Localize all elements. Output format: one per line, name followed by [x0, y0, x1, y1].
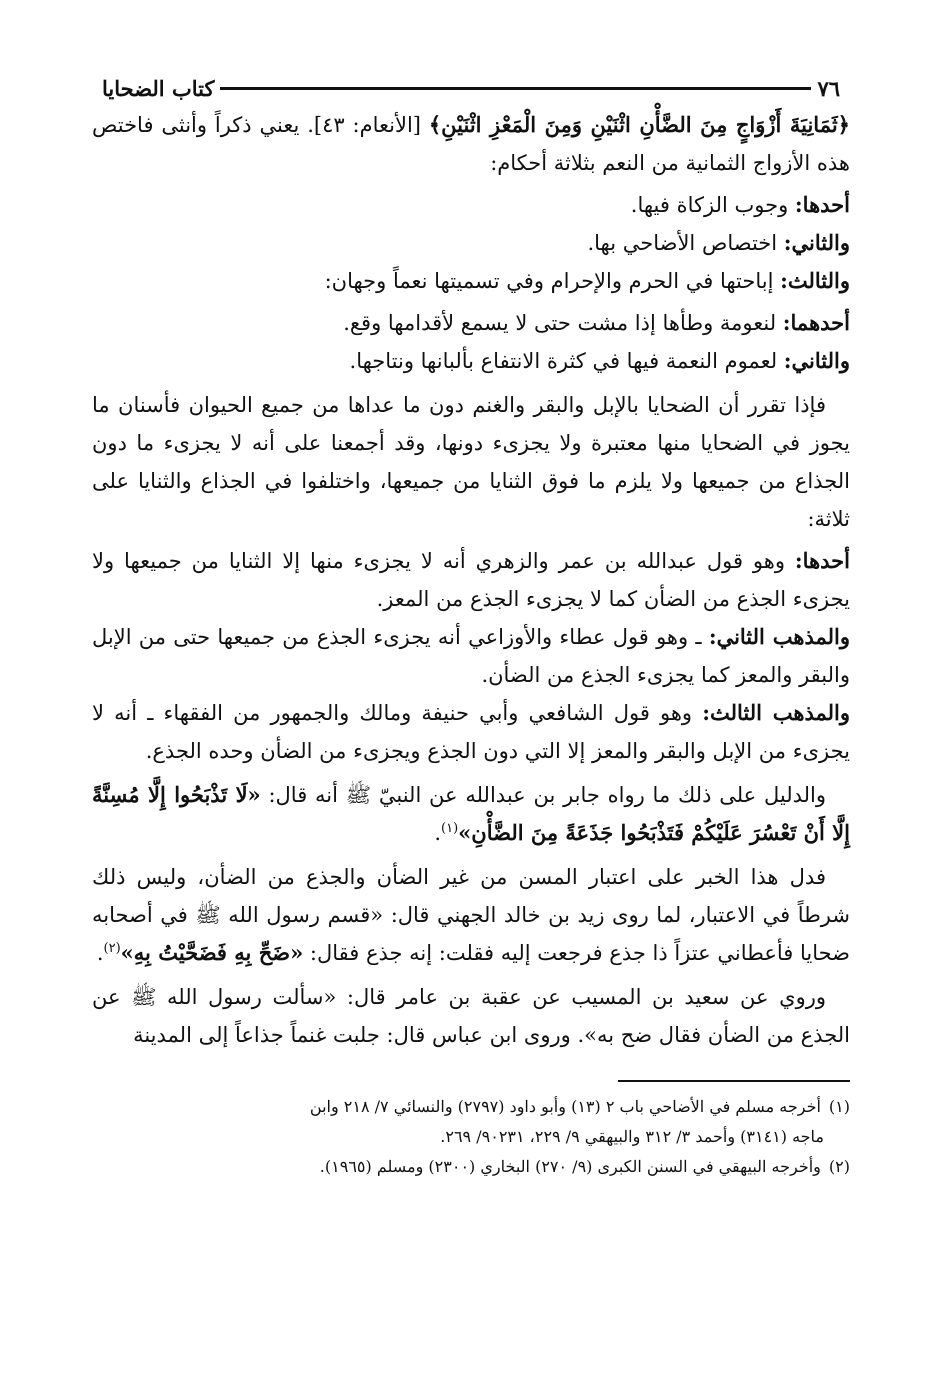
- naming-list: [92, 304, 850, 380]
- footnote-text: وأخرجه البيهقي في السنن الكبرى (٩/ ٢٧٠) البخاري (٢٣٠٠) ومسلم (١٩٦٥).: [319, 1157, 821, 1176]
- ruling-text: اختصاص الأضاحي بها.: [587, 231, 784, 255]
- hadith-quote: «ضَحِّ بِهِ فَضَحَّيْتُ بِهِ»: [120, 940, 304, 965]
- madhhab-label: أحدها:: [794, 548, 850, 573]
- madhhab-label: والمذهب الثالث:: [702, 700, 850, 725]
- hadith-quote: «لَا تَذْبَحُوا إِلَّا مُسِنَّةً إِلَّا أَنْ تَعْسُرَ عَلَيْكُمْ فَتَذْبَحُوا جَذَعَةً مِنَ الضَّأْنِ»: [92, 782, 850, 845]
- ruling-label: والثاني:: [783, 230, 850, 255]
- page-number: ٧٦: [817, 75, 840, 101]
- evidence-text: والدليل على ذلك ما رواه جابر بن عبدالله عن النبيّ ﷺ أنه قال:: [260, 783, 827, 807]
- madhhab-item: [92, 694, 850, 770]
- proof-paragraph: [92, 858, 850, 972]
- header-rule: [220, 87, 811, 90]
- madhhab-item: [92, 618, 850, 694]
- ruling-item: [92, 186, 850, 224]
- naming-item: [92, 342, 850, 380]
- intro-continuation: فاختص هذه الأزواج الثمانية من النعم بثلاثة أحكام:: [92, 113, 850, 175]
- sentence-end: .: [96, 941, 104, 965]
- madhhab-text: وهو قول عبدالله بن عمر والزهري أنه لا يجزىء منها إلا الثنايا من جميعها ولا يجزىء الجذع من الضأن كما لا يجزىء الجذع من المعز.: [92, 549, 850, 611]
- naming-label: أحدهما:: [782, 310, 850, 335]
- ruling-text: إباحتها في الحرم والإحرام وفي تسميتها نعماً وجهان:: [324, 269, 781, 293]
- main-text: [92, 106, 850, 1054]
- madhhab-text: وهو قول الشافعي وأبي حنيفة ومالك والجمهور من الفقهاء ـ أنه لا يجزىء من الإبل والبقر والمعز إلا التي دون الجذع ويجزىء من الضأن وحده الجذع.: [92, 701, 850, 763]
- footnote-continuation: ماجه (٣١٤١) وأحمد ٣/ ٣١٢ والبيهقي ٩/ ٢٢٩، ٩٠٢٣١/ ٢٦٩.: [440, 1127, 824, 1146]
- ruling-label: والثالث:: [780, 268, 850, 293]
- naming-text: لعموم النعمة فيها في كثرة الانتفاع بألبانها ونتاجها.: [349, 349, 784, 373]
- naming-item: [92, 304, 850, 342]
- footnote-item: [92, 1092, 850, 1122]
- footnote-separator: [618, 1080, 850, 1082]
- footnote-number: (١): [828, 1097, 850, 1116]
- madhhab-item: [92, 542, 850, 618]
- proof-text: فدل هذا الخبر على اعتبار المسن من غير الضأن والجذع من الضأن، وليس ذلك شرطاً في الاعتبار، لما روى زيد بن خالد الجهني قال: «قسم رسول الله ﷺ في أصحابه ضحايا فأعطاني عتزاً ذا جذع فرجعت إليه فقلت: إنه جذع فقال:: [92, 865, 850, 965]
- rulings-list: [92, 186, 850, 300]
- footnote-ref: (١): [441, 821, 459, 836]
- madhhab-text: ـ وهو قول عطاء والأوزاعي أنه يجزىء الجذع من جميعها حتى من الإبل والبقر والمعز كما يجزىء الجذع من الضأن.: [92, 625, 850, 687]
- footnote-text: أخرجه مسلم في الأضاحي باب ٢ (١٣) وأبو داود (٢٧٩٧) والنسائي ٧/ ٢١٨ وابن: [309, 1097, 821, 1116]
- verse-reference: [الأنعام: ٤٣]. يعني ذكراً وأنثى: [161, 113, 429, 137]
- ruling-text: وجوب الزكاة فيها.: [630, 193, 795, 217]
- madhhab-list: [92, 542, 850, 770]
- footnote-ref: (٢): [103, 941, 121, 956]
- ages-paragraph: فإذا تقرر أن الضحايا بالإبل والبقر والغنم دون ما عداها من جميع الحيوان فأسنان ما يجوز في الضحايا منها معتبرة ولا يجزىء دونها، وقد أجمعنا على أنه لا يجزىء ما دون الجذاع من جميعها ولا يلزم ما فوق الثنايا من جميعها، واختلفوا في الجذاع والثنايا على ثلاثة:: [92, 393, 850, 531]
- ruling-item: [92, 262, 850, 300]
- intro-paragraph: [92, 106, 850, 182]
- footnote-number: (٢): [828, 1157, 850, 1176]
- ruling-label: أحدها:: [794, 192, 850, 217]
- madhhab-label: والمذهب الثاني:: [708, 624, 850, 649]
- footnotes: [92, 1092, 850, 1182]
- evidence-paragraph: [92, 776, 850, 852]
- book-page: [92, 70, 850, 1330]
- footnote-item: [92, 1152, 850, 1182]
- final-paragraph: وروي عن سعيد بن المسيب عن عقبة بن عامر قال: «سألت رسول الله ﷺ عن الجذع من الضأن فقال ضح به». وروى ابن عباس قال: جلبت غنماً جذاعاً إلى المدينة: [92, 985, 850, 1047]
- quran-verse: ﴿ثَمَانِيَةَ أَزْوَاجٍ مِنَ الضَّأْنِ اثْنَيْنِ وَمِنَ الْمَعْزِ اثْنَيْنِ﴾: [428, 112, 850, 137]
- naming-text: لنعومة وطأها إذا مشت حتى لا يسمع لأقدامها وقع.: [343, 311, 783, 335]
- naming-label: والثاني:: [783, 348, 850, 373]
- running-title: كتاب الضحايا: [102, 75, 215, 101]
- page-header: [92, 70, 850, 106]
- ruling-item: [92, 224, 850, 262]
- sentence-end: .: [434, 821, 442, 845]
